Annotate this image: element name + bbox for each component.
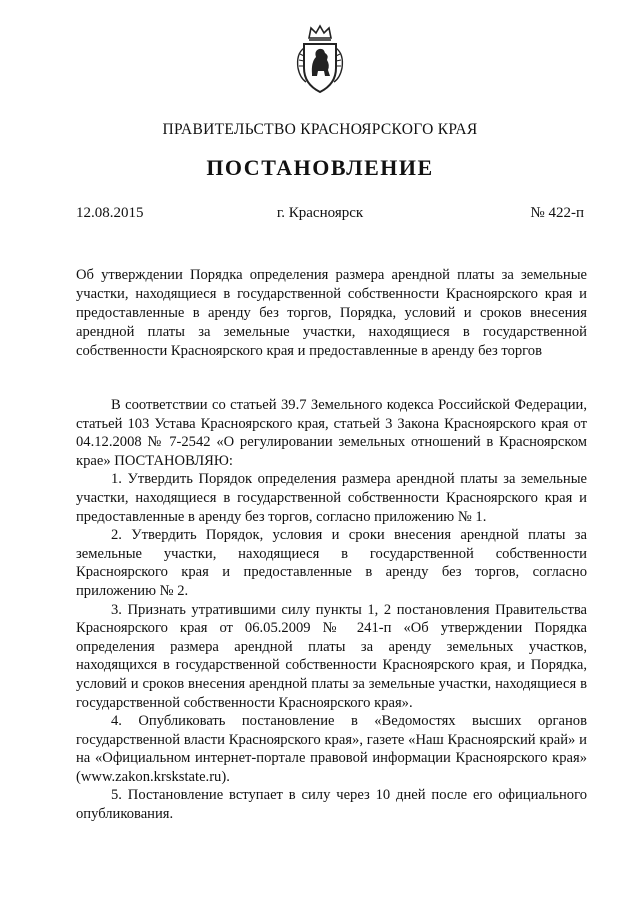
clause-5-paragraph: 5. Постановление вступает в силу через 10 дней после его официального опубликования.	[76, 787, 587, 823]
clause-3-paragraph: 3. Признать утратившими силу пункты 1, 2 постановления Правительства Красноярского края от 06.05.2009 № 241-п «Об утверждении Порядка определения размера арендной платы за аренду земельных участков, находящихся в государственной собственности Красноярского края, и Порядка, условий и сроков внесения арендной платы за земельные участки, находящиеся в государственной собственности Красноярского края».	[76, 601, 587, 711]
preamble-paragraph: В соответствии со статьей 39.7 Земельного кодекса Российской Федерации, статьей 103 Устава Красноярского края, статьей 3 Закона Красноярского края от 04.12.2008 № 7-2542 «О регулировании земельных отношений в Красноярском крае» ПОСТАНОВЛЯЮ:	[76, 397, 587, 469]
document-city: г. Красноярск	[276, 205, 364, 221]
clause-2-paragraph: 2. Утвердить Порядок, условия и сроки внесения арендной платы за земельные участки, находящиеся в государственной собственности Красноярского края и предоставленные в аренду без торгов, согласно приложению № 2.	[76, 527, 587, 599]
document-number: № 422-п	[530, 205, 584, 221]
clause-4-paragraph: 4. Опубликовать постановление в «Ведомостях высших органов государственной власти Красноярского края», газете «Наш Красноярский край» и на «Официальном интернет-портале правовой информации Красноярского края» (www.zakon.krskstate.ru).	[76, 713, 587, 785]
document-type-title: ПОСТАНОВЛЕНИЕ	[206, 155, 434, 180]
document-date: 12.08.2015	[76, 205, 144, 221]
clause-1-paragraph: 1. Утвердить Порядок определения размера арендной платы за земельные участки, находящиеся в государственной собственности Красноярского края и предоставленные в аренду без торгов, согласно приложению № 1.	[76, 471, 587, 525]
government-name: ПРАВИТЕЛЬСТВО КРАСНОЯРСКОГО КРАЯ	[162, 121, 478, 138]
coat-of-arms-icon	[292, 24, 348, 96]
document-subject: Об утверждении Порядка определения размера арендной платы за земельные участки, находящиеся в государственной собственности Красноярского края и предоставленные в аренду без торгов, Порядка, условий и сроков внесения арендной платы за земельные участки, находящиеся в государственной собственности Красноярского края и предоставленные в аренду без торгов	[76, 267, 587, 359]
document-body	[76, 396, 587, 824]
